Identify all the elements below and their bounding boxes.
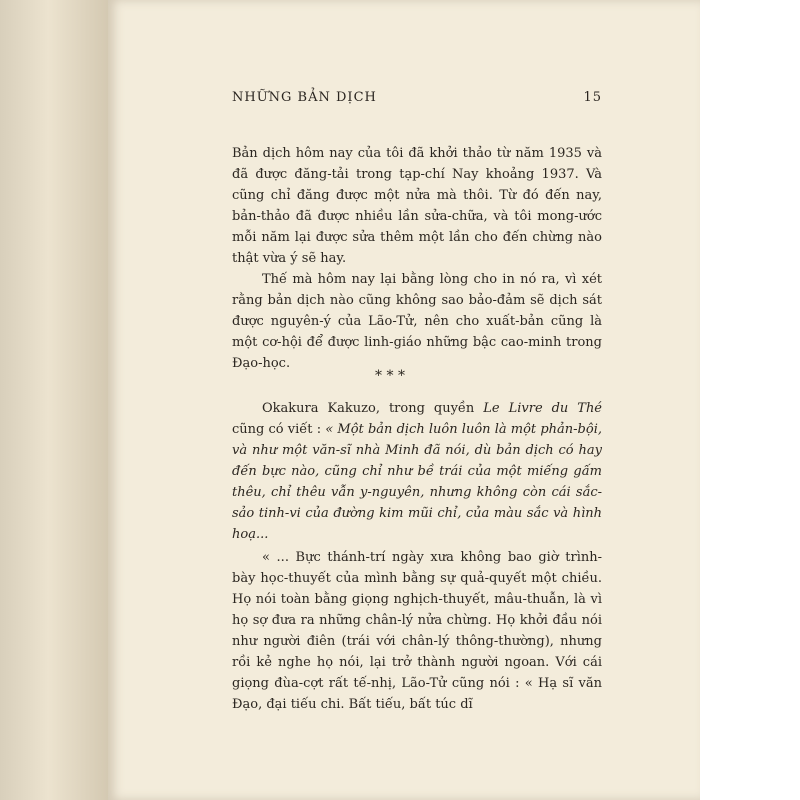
paragraph-3-mid: cũng có viết : — [232, 422, 322, 437]
paragraph-3 — [232, 398, 602, 545]
chapter-title: NHỮNG BẢN DỊCH — [232, 90, 377, 105]
paragraph-1 — [232, 143, 602, 269]
paragraph-3-text — [232, 398, 602, 545]
running-header — [232, 90, 602, 114]
paragraph-4-text: « ... Bực thánh-trí ngày xưa không bao giờ trình-bày học-thuyết của mình bằng sự quả-quyết một chiều. Họ nói toàn bằng giọng nghịch-thuyết, mâu-thuẫn, là vì họ sợ đưa ra những chân-lý nửa chừng. Họ khởi đầu nói như người điên (trái với chân-lý thông-thường), nhưng rồi kẻ nghe họ nói, lại trở thành người ngoan. Với cái giọng đùa-cợt rất tế-nhị, Lão-Tử cũng nói : « Hạ sĩ văn Đạo, đại tiếu chi. Bất tiếu, bất túc dĩ — [232, 550, 602, 712]
paragraph-2 — [232, 269, 602, 374]
book-title: Le Livre du Thé — [483, 401, 603, 416]
background — [700, 0, 800, 800]
quote-text: « Một bản dịch luôn luôn là một phản-bội, và như một văn-sĩ nhà Minh đã nói, dù bản dịch có hay đến bực nào, cũng chỉ như bề trái của một miếng gấm thêu, chỉ thêu vẫn y-nguyên, nhưng không còn cái sắc-sảo tinh-vi của đường kim mũi chỉ, của màu sắc và hình hoạ... — [232, 422, 602, 542]
section-separator: * * * — [375, 368, 405, 384]
paragraph-1-text: Bản dịch hôm nay của tôi đã khởi thảo từ năm 1935 và đã được đăng-tải trong tạp-chí Nay khoảng 1937. Và cũng chỉ đăng được một nửa mà thôi. Từ đó đến nay, bản-thảo đã được nhiều lần sửa-chữa, và tôi mong-ước mỗi năm lại được sửa thêm một lần cho đến chừng nào thật vừa ý sẽ hay. — [232, 146, 602, 266]
page-number: 15 — [583, 90, 602, 105]
book-binding-shadow — [0, 0, 108, 800]
paragraph-4 — [232, 547, 602, 715]
paragraph-3-intro: Okakura Kakuzo, trong quyền — [262, 401, 475, 416]
paragraph-2-text: Thế mà hôm nay lại bằng lòng cho in nó ra, vì xét rằng bản dịch nào cũng không sao bảo-đảm sẽ dịch sát được nguyên-ý của Lão-Tử, nên cho xuất-bản cũng là một cơ-hội để được linh-giáo những bậc cao-minh trong Đạo-học. — [232, 272, 602, 371]
